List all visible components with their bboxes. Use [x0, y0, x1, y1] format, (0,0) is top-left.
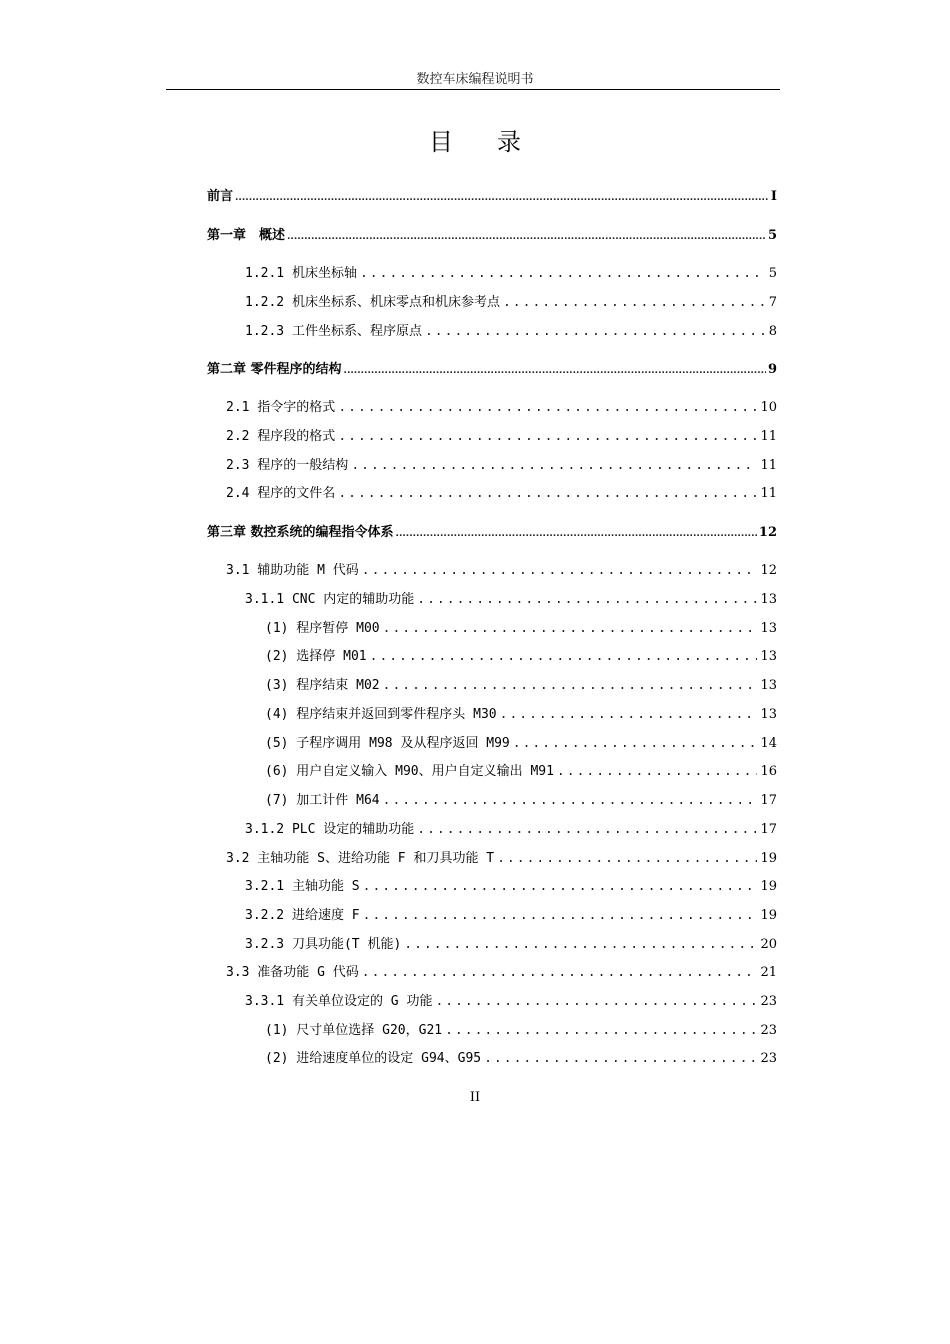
toc-entry-1-2-3[interactable] — [245, 320, 777, 339]
toc-entry-3-1[interactable] — [226, 559, 777, 578]
toc-entry-2-2[interactable] — [226, 425, 777, 444]
toc-entry-label: (5) 子程序调用 M98 及从程序返回 M99 — [265, 736, 510, 751]
toc-entry-page: 13 — [760, 678, 777, 693]
toc-entry-label: 3.1.1 CNC 内定的辅助功能 — [245, 592, 415, 607]
toc-entry-3-1-1-6[interactable] — [265, 760, 777, 779]
header-divider — [166, 89, 780, 90]
dot-leader — [383, 793, 758, 808]
toc-entry-page: 12 — [758, 525, 777, 540]
toc-entry-page: 19 — [760, 879, 777, 894]
toc-entry-page: 13 — [760, 649, 777, 664]
toc-entry-3-3-1[interactable] — [245, 990, 777, 1009]
toc-entry-label: 前言 — [207, 189, 234, 204]
dot-leader — [497, 851, 757, 866]
toc-entry-label: (2) 选择停 M01 — [265, 649, 367, 664]
toc-entry-page: 13 — [760, 707, 777, 722]
dot-leader — [344, 366, 766, 376]
toc-entry-label: 1.2.3 工件坐标系、程序原点 — [245, 324, 422, 339]
toc-entry-page: 23 — [760, 994, 777, 1009]
toc-entry-label: 2.2 程序段的格式 — [226, 429, 336, 444]
toc-entry-label: 2.3 程序的一般结构 — [226, 458, 349, 473]
toc-entry-1-2-2[interactable] — [245, 291, 777, 310]
dot-leader — [417, 822, 757, 837]
toc-entry-label: (2) 进给速度单位的设定 G94、G95 — [265, 1051, 482, 1066]
toc-entry-page: 17 — [760, 793, 777, 808]
toc-entry-label: (7) 加工计件 M64 — [265, 793, 380, 808]
dot-leader — [445, 1023, 757, 1038]
toc-entry-page: 9 — [767, 362, 777, 377]
dot-leader — [484, 1051, 757, 1066]
toc-entry-3-1-1-4[interactable] — [265, 703, 777, 722]
toc-entry-label: 2.1 指令字的格式 — [226, 400, 336, 415]
toc-entry-label: 3.1.2 PLC 设定的辅助功能 — [245, 822, 415, 837]
toc-entry-page: 13 — [760, 592, 777, 607]
toc-entry-label: 3.2.3 刀具功能(T 机能) — [245, 937, 402, 952]
toc-entry-label: 3.2 主轴功能 S、进给功能 F 和刀具功能 T — [226, 851, 495, 866]
toc-entry-label: 1.2.2 机床坐标系、机床零点和机床参考点 — [245, 295, 500, 310]
toc-entry-page: 23 — [760, 1023, 777, 1038]
toc-entry-page: 5 — [768, 266, 777, 281]
toc-entry-label: 3.1 辅助功能 M 代码 — [226, 563, 359, 578]
toc-entry-3-3-1-2[interactable] — [265, 1047, 777, 1066]
dot-leader — [235, 193, 769, 203]
dot-leader — [425, 324, 766, 339]
dot-leader — [435, 994, 757, 1009]
toc-entry-label: 2.4 程序的文件名 — [226, 486, 336, 501]
toc-entry-page: 19 — [760, 851, 777, 866]
dot-leader — [383, 678, 758, 693]
toc-entry-label: 3.2.2 进给速度 F — [245, 908, 360, 923]
toc-entry-label: (1) 程序暂停 M00 — [265, 621, 380, 636]
dot-leader — [362, 563, 758, 578]
toc-entry-page: 19 — [760, 908, 777, 923]
toc-entry-3-1-1[interactable] — [245, 588, 777, 607]
dot-leader — [362, 965, 758, 980]
toc-entry-page: 16 — [760, 764, 777, 779]
dot-leader — [513, 736, 758, 751]
running-header-title: 数控车床编程说明书 — [416, 72, 534, 87]
toc-entry-page: 11 — [760, 429, 777, 444]
dot-leader — [363, 879, 758, 894]
toc-entry-label: (3) 程序结束 M02 — [265, 678, 380, 693]
dot-leader — [338, 486, 757, 501]
toc-entry-page: 17 — [760, 822, 777, 837]
toc-entry-3-1-1-2[interactable] — [265, 645, 777, 664]
toc-entry-page: 10 — [760, 400, 777, 415]
toc-entry-label: (6) 用户自定义输入 M90、用户自定义输出 M91 — [265, 764, 554, 779]
dot-leader — [503, 295, 766, 310]
toc-entry-3-2[interactable] — [226, 847, 777, 866]
toc-entry-label: 1.2.1 机床坐标轴 — [245, 266, 357, 281]
toc-entry-2-3[interactable] — [226, 454, 777, 473]
toc-entry-3-3[interactable] — [226, 961, 777, 980]
toc-entry-3-1-1-1[interactable] — [265, 617, 777, 636]
dot-leader — [417, 592, 757, 607]
toc-entry-3-2-3[interactable] — [245, 933, 777, 952]
toc-entry-3-1-2[interactable] — [245, 818, 777, 837]
toc-entry-3-3-1-1[interactable] — [265, 1019, 777, 1038]
toc-entry-label: 第三章 数控系统的编程指令体系 — [207, 525, 394, 540]
toc-entry-page: 13 — [760, 621, 777, 636]
toc-entry-preface[interactable] — [207, 185, 777, 204]
toc-entry-page: 20 — [760, 937, 777, 952]
dot-leader — [383, 621, 758, 636]
toc-entry-page: 11 — [760, 486, 777, 501]
toc-entry-label: 第二章 零件程序的结构 — [207, 362, 342, 377]
dot-leader — [500, 707, 758, 722]
toc-entry-page: 12 — [760, 563, 777, 578]
toc-entry-chapter-1[interactable] — [207, 224, 777, 243]
toc-entry-3-2-1[interactable] — [245, 875, 777, 894]
toc-entry-2-1[interactable] — [226, 396, 777, 415]
toc-title: 目录 — [429, 128, 565, 156]
toc-entry-3-1-1-5[interactable] — [265, 732, 777, 751]
toc-entry-page: 11 — [760, 458, 777, 473]
toc-entry-chapter-2[interactable] — [207, 358, 777, 377]
dot-leader — [370, 649, 758, 664]
dot-leader — [351, 458, 757, 473]
dot-leader — [404, 937, 757, 952]
dot-leader — [287, 232, 766, 242]
toc-entry-page: 7 — [768, 295, 777, 310]
toc-entry-label: 第一章 概述 — [207, 228, 286, 243]
toc-entry-page: I — [770, 189, 777, 204]
toc-entry-chapter-3[interactable] — [207, 521, 777, 540]
toc-entry-page: 23 — [760, 1051, 777, 1066]
page-number: II — [469, 1090, 481, 1105]
toc-entry-page: 5 — [767, 228, 777, 243]
toc-entry-3-1-1-3[interactable] — [265, 674, 777, 693]
toc-entry-label: (1) 尺寸单位选择 G20，G21 — [265, 1023, 443, 1038]
toc-entry-page: 14 — [760, 736, 777, 751]
dot-leader — [363, 908, 758, 923]
toc-entry-label: 3.3.1 有关单位设定的 G 功能 — [245, 994, 433, 1009]
toc-entry-page: 8 — [768, 324, 777, 339]
dot-leader — [557, 764, 758, 779]
toc-entry-label: 3.2.1 主轴功能 S — [245, 879, 360, 894]
toc-entry-label: 3.3 准备功能 G 代码 — [226, 965, 359, 980]
dot-leader — [396, 529, 757, 539]
toc-entry-2-4[interactable] — [226, 482, 777, 501]
dot-leader — [338, 429, 757, 444]
toc-entry-3-2-2[interactable] — [245, 904, 777, 923]
dot-leader — [338, 400, 757, 415]
dot-leader — [360, 266, 766, 281]
toc-entry-1-2-1[interactable] — [245, 262, 777, 281]
toc-entry-label: (4) 程序结束并返回到零件程序头 M30 — [265, 707, 497, 722]
toc-entry-page: 21 — [760, 965, 777, 980]
toc-entry-3-1-1-7[interactable] — [265, 789, 777, 808]
